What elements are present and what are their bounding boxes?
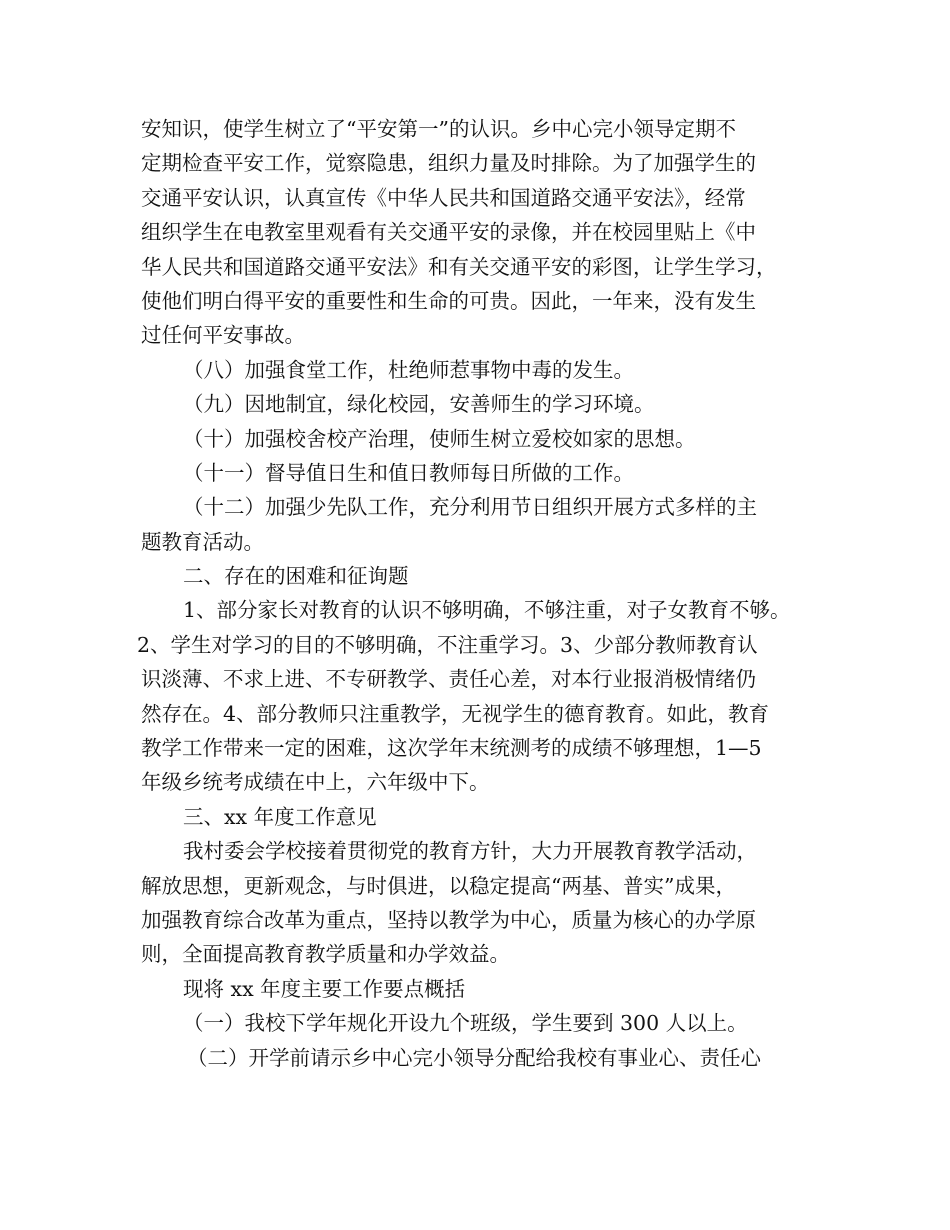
paragraph-line: 2、学生对学习的目的不够明确，不注重学习。3、少部分教师教育认 bbox=[137, 632, 758, 657]
list-item-9: （九）因地制宜，绿化校园，安善师生的学习环境。 bbox=[183, 392, 655, 417]
paragraph-line: 定期检查平安工作，觉察隐患，组织力量及时排除。为了加强学生的 bbox=[141, 151, 756, 176]
paragraph-line: 过任何平安事故。 bbox=[141, 323, 305, 348]
list-item-10: （十）加强校舍校产治理，使师生树立爱校如家的思想。 bbox=[183, 426, 696, 451]
list-item-11: （十一）督导值日生和值日教师每日所做的工作。 bbox=[183, 460, 634, 485]
list-item-2: （二）开学前请示乡中心完小领导分配给我校有事业心、责任心 bbox=[187, 1045, 761, 1070]
document-body bbox=[137, 112, 841, 1075]
paragraph-line: 华人民共和国道路交通平安法》和有关交通平安的彩图，让学生学习， bbox=[141, 254, 777, 279]
paragraph-line: 解放思想，更新观念，与时俱进，以稳定提高“两基、普实”成果， bbox=[141, 873, 736, 898]
paragraph-line: 现将 xx 年度主要工作要点概括 bbox=[183, 976, 466, 1001]
paragraph-line: 安知识，使学生树立了“平安第一”的认识。乡中心完小领导定期不 bbox=[141, 117, 736, 141]
paragraph-line: 组织学生在电教室里观看有关交通平安的录像，并在校园里贴上《中 bbox=[141, 220, 756, 245]
paragraph-line: 我村委会学校接着贯彻党的教育方针，大力开展教育教学活动， bbox=[183, 839, 757, 864]
paragraph-line: 交通平安认识，认真宣传《中华人民共和国道路交通平安法》，经常 bbox=[141, 185, 746, 210]
paragraph-line: 教学工作带来一定的困难，这次学年末统测考的成绩不够理想，1—5 bbox=[141, 736, 762, 761]
paragraph-line: 然存在。4、部分教师只注重教学，无视学生的德育教育。如此，教育 bbox=[141, 701, 770, 726]
paragraph-line: 则，全面提高教育教学质量和办学效益。 bbox=[141, 942, 510, 967]
section-heading-3: 三、xx 年度工作意见 bbox=[183, 804, 377, 829]
paragraph-line: 识淡薄、不求上进、不专研教学、责任心差，对本行业报消极情绪仍 bbox=[141, 667, 756, 692]
list-item-1: （一）我校下学年规化开设九个班级，学生要到 300 人以上。 bbox=[183, 1011, 748, 1036]
paragraph-line: 使他们明白得平安的重要性和生命的可贵。因此，一年来，没有发生 bbox=[141, 288, 756, 313]
section-heading-2: 二、存在的困难和征询题 bbox=[183, 564, 409, 589]
paragraph-line: 题教育活动。 bbox=[141, 529, 264, 554]
list-item-12: （十二）加强少先队工作，充分利用节日组织开展方式多样的主 bbox=[183, 495, 757, 520]
list-item-8: （八）加强食堂工作，杜绝师惹事物中毒的发生。 bbox=[183, 357, 634, 382]
paragraph-line: 1、部分家长对教育的认识不够明确，不够注重，对子女教育不够。 bbox=[183, 598, 791, 623]
paragraph-line: 加强教育综合改革为重点，坚持以教学为中心，质量为核心的办学原 bbox=[141, 907, 756, 932]
paragraph-line: 年级乡统考成绩在中上，六年级中下。 bbox=[141, 770, 490, 795]
